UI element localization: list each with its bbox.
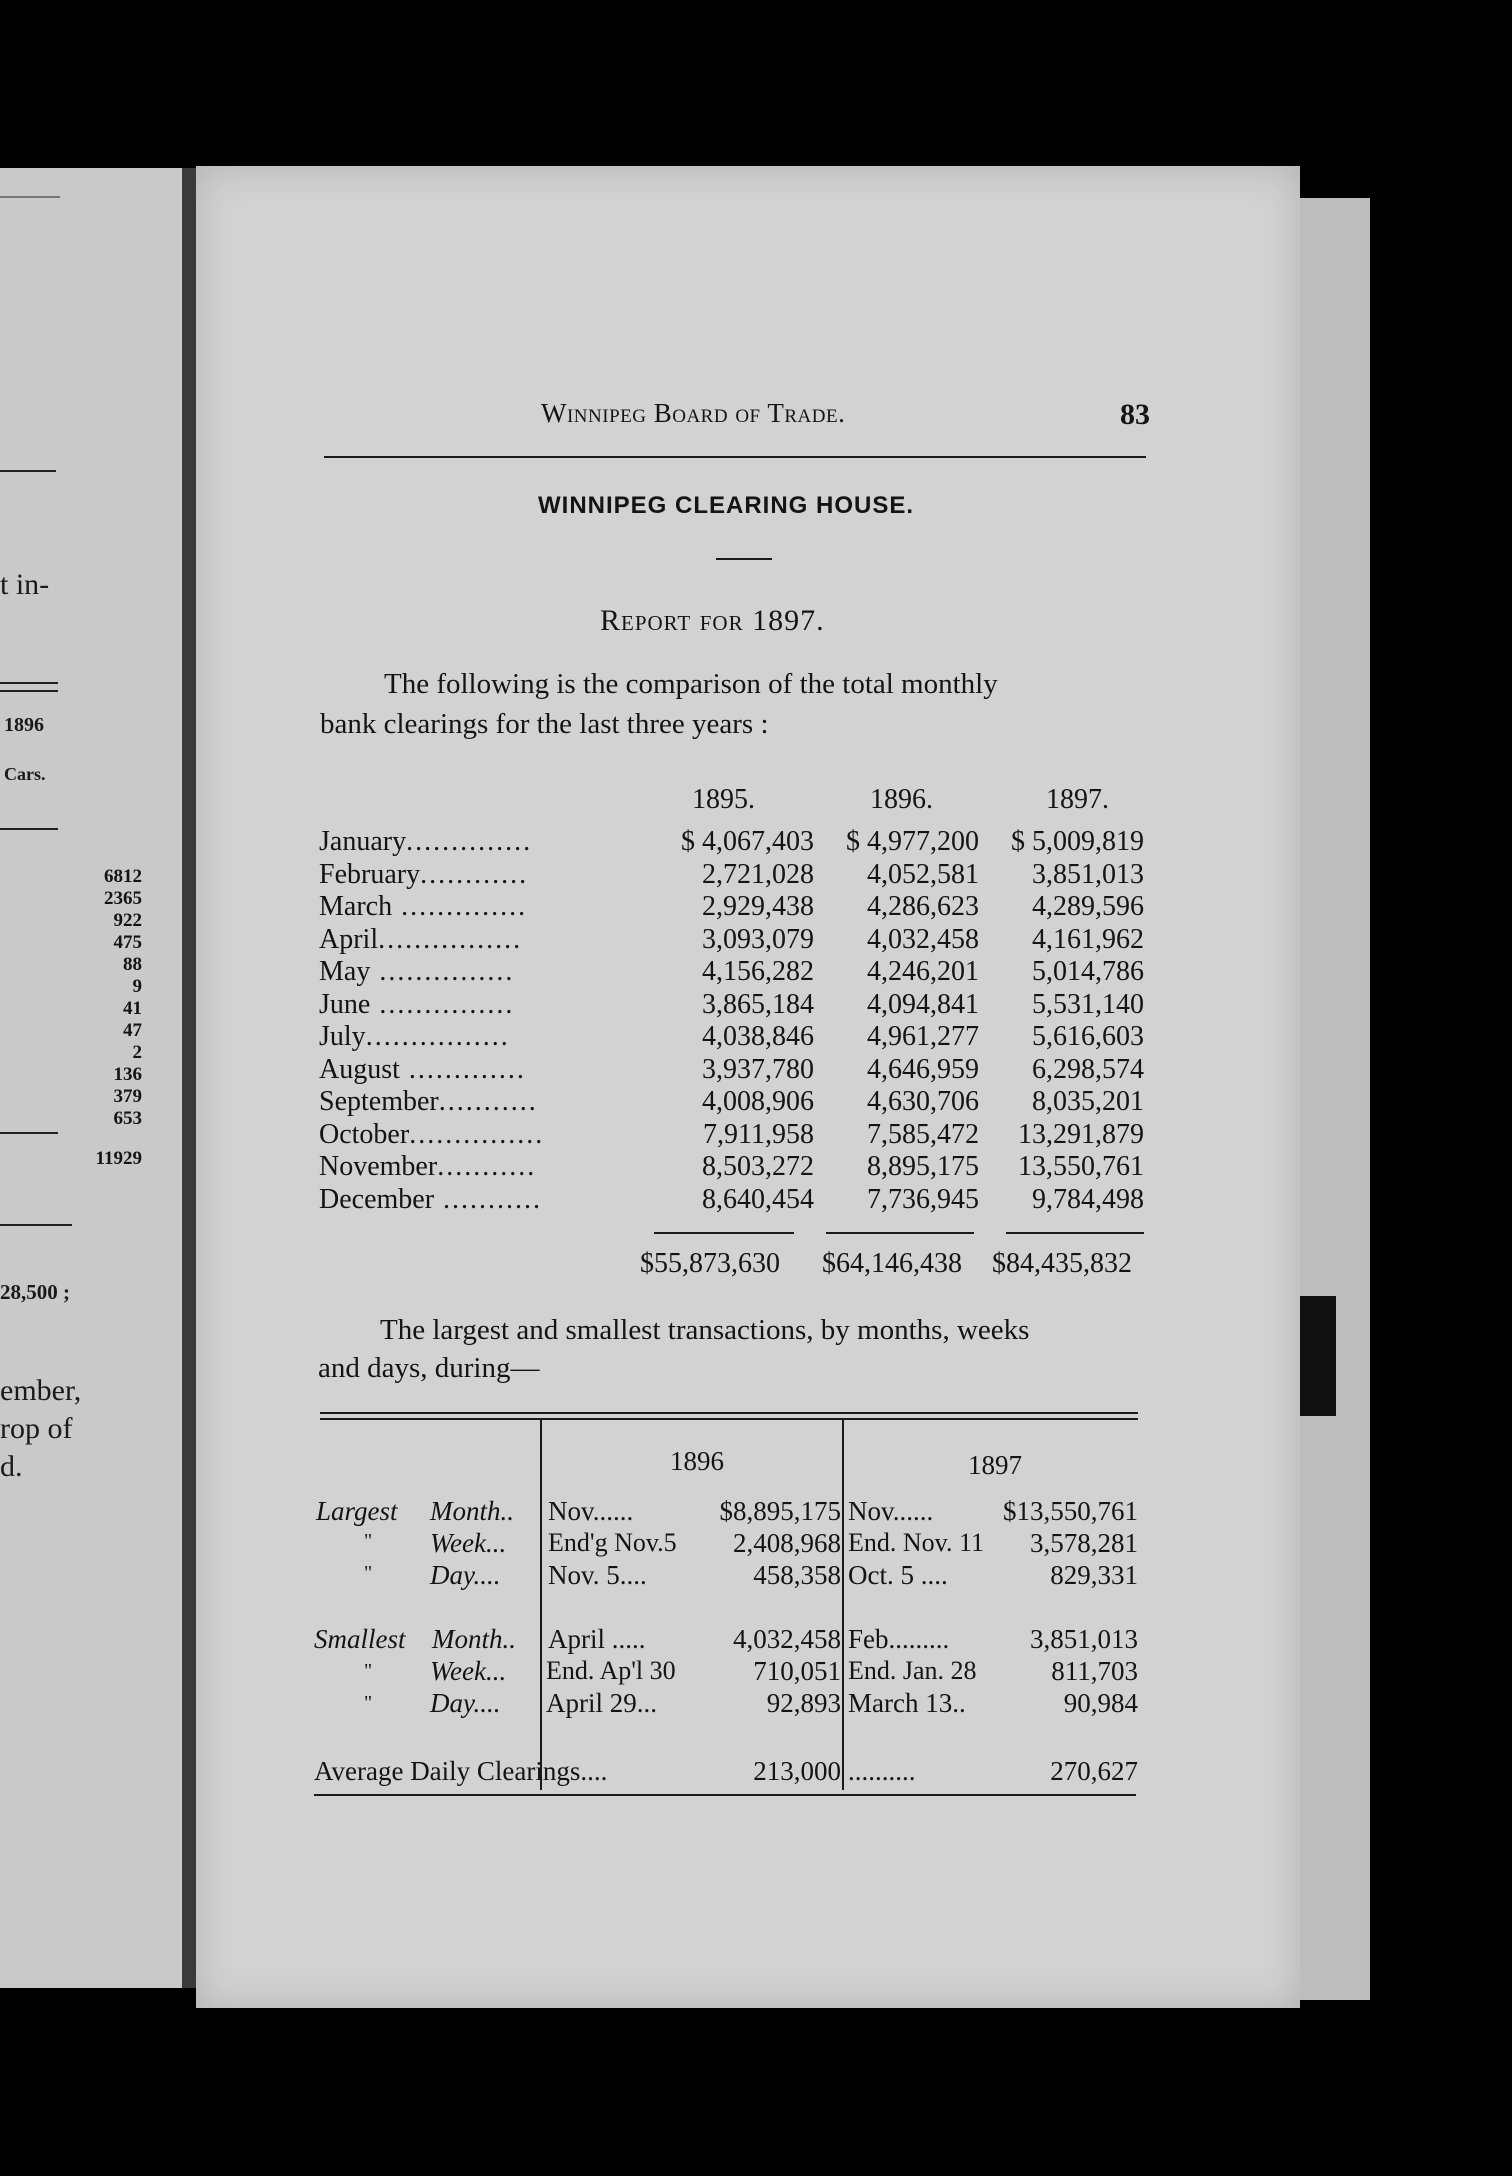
- value-1895: 3,865,184: [702, 988, 814, 1020]
- month-row: [319, 1054, 1149, 1086]
- value-1895: 4,038,846: [702, 1021, 814, 1052]
- month-row: [319, 826, 1149, 858]
- value-1897: 13,550,761: [1018, 1151, 1144, 1182]
- table-top-rule: [320, 1412, 1138, 1414]
- trans-year-1897: 1897: [968, 1450, 1022, 1480]
- left-number: 136: [113, 1064, 142, 1085]
- leader-dots: ...............: [370, 988, 515, 1020]
- left-fragment-text: d.: [0, 1450, 23, 1483]
- smallest-week-ditto: ": [364, 1660, 373, 1682]
- leader-dots: ..............: [392, 891, 528, 922]
- value-1897: 5,531,140: [1032, 988, 1144, 1020]
- value-1896: 4,961,277: [867, 1021, 979, 1052]
- value-1895: 4,008,906: [702, 1086, 814, 1117]
- value-1895: 4,156,282: [702, 956, 814, 987]
- leader-dots: ...........: [437, 1151, 537, 1182]
- section-title: WINNIPEG CLEARING HOUSE.: [538, 492, 915, 519]
- leader-dots: ...........: [438, 1086, 538, 1117]
- left-divider: [0, 690, 58, 692]
- value-1895: 2,929,438: [702, 891, 814, 922]
- value-1895: 3,093,079: [702, 923, 814, 955]
- month-name: January: [319, 826, 407, 857]
- largest-week-1897-value: 3,578,281: [1030, 1528, 1138, 1558]
- page-gutter: [182, 168, 196, 1988]
- leader-dots: ...............: [409, 1118, 545, 1150]
- value-1897: 5,616,603: [1032, 1021, 1144, 1052]
- left-divider: [0, 196, 60, 198]
- left-number: 9: [132, 976, 142, 997]
- smallest-week-1897-date: End. Jan. 28: [848, 1656, 977, 1685]
- page-number: 83: [1120, 398, 1150, 431]
- value-1895: 2,721,028: [702, 858, 814, 890]
- smallest-week-label: Week...: [430, 1656, 507, 1686]
- transactions-intro-line-2: and days, during—: [318, 1352, 540, 1384]
- smallest-day-label: Day....: [430, 1688, 501, 1718]
- left-page-fragment: [0, 168, 188, 1988]
- largest-month-1897-date: Nov......: [848, 1496, 934, 1526]
- month-row: [319, 1086, 1149, 1118]
- average-leader-dots: ..........: [848, 1756, 916, 1786]
- value-1896: 4,286,623: [867, 891, 979, 922]
- largest-week-ditto: ": [364, 1530, 373, 1552]
- value-1896: 7,736,945: [867, 1183, 979, 1215]
- leader-dots: ...............: [370, 956, 515, 987]
- month-name: June: [319, 988, 371, 1020]
- leader-dots: ................: [378, 923, 523, 955]
- value-1897: 3,851,013: [1032, 858, 1144, 890]
- largest-week-label: Week...: [430, 1528, 507, 1558]
- average-1897-value: 270,627: [1050, 1756, 1138, 1786]
- left-divider: [0, 682, 58, 684]
- page-edge: [1300, 198, 1370, 2000]
- month-row: [319, 1021, 1149, 1053]
- largest-month-1897-value: $13,550,761: [1003, 1496, 1138, 1526]
- value-1896: 4,094,841: [867, 988, 979, 1020]
- largest-label: Largest: [316, 1496, 398, 1526]
- month-name: February: [319, 858, 421, 890]
- left-divider: [0, 1224, 72, 1226]
- value-1895: 8,640,454: [702, 1183, 814, 1215]
- month-label: [319, 826, 532, 858]
- month-label: [319, 1184, 542, 1216]
- left-number: 922: [113, 910, 142, 931]
- value-1896: 4,630,706: [867, 1086, 979, 1117]
- year-header-1895: 1895.: [692, 784, 755, 815]
- month-name: July: [319, 1021, 366, 1052]
- value-1897: 5,014,786: [1032, 956, 1144, 987]
- month-name: May: [319, 956, 371, 987]
- month-label: [319, 1086, 538, 1118]
- table-bottom-rule: [314, 1794, 1136, 1796]
- left-divider: [0, 1132, 58, 1134]
- largest-month-1896-value: $8,895,175: [719, 1496, 841, 1526]
- left-fragment-year: 1896: [4, 714, 44, 736]
- month-name: December: [319, 1183, 435, 1215]
- value-1897: 13,291,879: [1018, 1118, 1144, 1150]
- total-rule-1895: [654, 1232, 794, 1234]
- largest-day-1896-date: Nov. 5....: [548, 1560, 647, 1590]
- smallest-month-1896-date: April .....: [548, 1624, 646, 1654]
- smallest-label: Smallest: [314, 1624, 406, 1654]
- left-number: 2: [132, 1042, 142, 1063]
- smallest-month-1896-value: 4,032,458: [733, 1624, 841, 1654]
- value-1897: 6,298,574: [1032, 1053, 1144, 1085]
- month-label: [319, 989, 514, 1021]
- month-name: March: [319, 891, 393, 922]
- value-1895: 7,911,958: [703, 1118, 814, 1150]
- left-fragment-text: ember,: [0, 1374, 82, 1407]
- month-row: [319, 956, 1149, 988]
- title-short-rule: [716, 558, 772, 560]
- month-row: [319, 1151, 1149, 1183]
- largest-week-1896-value: 2,408,968: [733, 1528, 841, 1558]
- left-number: 88: [123, 954, 142, 975]
- left-number: 475: [113, 932, 142, 953]
- column-divider: [540, 1420, 542, 1790]
- month-name: August: [319, 1053, 400, 1085]
- smallest-month-label: Month..: [432, 1624, 516, 1654]
- leader-dots: .............: [399, 1053, 526, 1085]
- left-number: 6812: [104, 866, 142, 887]
- largest-month-label: Month..: [430, 1496, 514, 1526]
- value-1895: $ 4,067,403: [681, 826, 814, 857]
- left-number: 2365: [104, 888, 142, 909]
- leader-dots: ............: [420, 858, 529, 890]
- value-1896: 4,246,201: [867, 956, 979, 987]
- month-label: [319, 956, 514, 988]
- trans-year-1896: 1896: [670, 1446, 724, 1476]
- month-label: [319, 891, 527, 923]
- running-title: Winnipeg Board of Trade.: [541, 398, 846, 428]
- page-edge-shadow: [1300, 1296, 1336, 1416]
- month-label: [319, 859, 528, 891]
- value-1896: 4,032,458: [867, 923, 979, 955]
- largest-day-1897-value: 829,331: [1050, 1560, 1138, 1590]
- smallest-week-1896-date: End. Ap'l 30: [546, 1656, 676, 1685]
- total-1896: $64,146,438: [822, 1248, 962, 1279]
- month-row: [319, 891, 1149, 923]
- smallest-day-1897-value: 90,984: [1063, 1688, 1138, 1718]
- left-number: 653: [113, 1108, 142, 1129]
- left-number-total: 11929: [95, 1148, 142, 1169]
- value-1897: 9,784,498: [1032, 1183, 1144, 1215]
- value-1897: 4,289,596: [1032, 891, 1144, 922]
- smallest-week-1897-value: 811,703: [1051, 1656, 1138, 1686]
- month-name: April: [319, 923, 379, 955]
- year-header-1897: 1897.: [1046, 784, 1109, 815]
- smallest-day-1896-date: April 29...: [546, 1688, 657, 1718]
- value-1897: 4,161,962: [1032, 923, 1144, 955]
- left-fragment-text: t in-: [0, 568, 50, 601]
- value-1896: $ 4,977,200: [846, 826, 979, 857]
- month-label: [319, 1054, 526, 1086]
- leader-dots: ..............: [406, 826, 533, 857]
- month-label: [319, 1119, 544, 1151]
- month-row: [319, 1119, 1149, 1151]
- left-number: 41: [123, 998, 142, 1019]
- largest-day-label: Day....: [430, 1560, 501, 1590]
- left-fragment-cars: Cars.: [4, 764, 46, 784]
- month-row: [319, 1184, 1149, 1216]
- largest-day-ditto: ": [364, 1562, 373, 1584]
- month-label: [319, 1021, 510, 1053]
- column-divider: [842, 1420, 844, 1790]
- header-rule: [324, 456, 1146, 458]
- leader-dots: ................: [365, 1021, 510, 1052]
- smallest-month-1897-date: Feb.........: [848, 1624, 950, 1654]
- intro-line-1: The following is the comparison of the total monthly: [384, 668, 998, 700]
- table-top-rule: [320, 1418, 1138, 1420]
- total-rule-1896: [826, 1232, 974, 1234]
- smallest-day-ditto: ": [364, 1692, 373, 1714]
- left-fragment-text: 28,500 ;: [0, 1280, 70, 1304]
- report-subtitle: Report for 1897.: [600, 604, 825, 637]
- transactions-intro-line-1: The largest and smallest transactions, by months, weeks: [380, 1314, 1030, 1346]
- largest-month-1896-date: Nov......: [548, 1496, 634, 1526]
- largest-day-1896-value: 458,358: [753, 1560, 841, 1590]
- month-label: [319, 924, 522, 956]
- smallest-week-1896-value: 710,051: [753, 1656, 841, 1686]
- smallest-day-1896-value: 92,893: [766, 1688, 841, 1718]
- month-name: September: [319, 1086, 439, 1117]
- average-daily-label: Average Daily Clearings....: [314, 1756, 608, 1786]
- total-1897: $84,435,832: [992, 1248, 1132, 1279]
- month-row: [319, 924, 1149, 956]
- value-1896: 4,052,581: [867, 858, 979, 890]
- month-row: [319, 859, 1149, 891]
- value-1895: 3,937,780: [702, 1053, 814, 1085]
- largest-week-1897-date: End. Nov. 11: [848, 1528, 985, 1557]
- average-1896-value: 213,000: [753, 1756, 841, 1786]
- largest-week-1896-date: End'g Nov.5: [548, 1528, 677, 1557]
- left-number: 47: [123, 1020, 142, 1041]
- left-divider: [0, 470, 56, 472]
- month-row: [319, 989, 1149, 1021]
- leader-dots: ...........: [434, 1183, 543, 1215]
- left-fragment-text: rop of: [0, 1412, 73, 1445]
- total-1895: $55,873,630: [640, 1248, 780, 1279]
- value-1897: $ 5,009,819: [1011, 826, 1144, 857]
- smallest-day-1897-date: March 13..: [848, 1688, 966, 1718]
- month-name: October: [319, 1118, 410, 1150]
- month-name: November: [319, 1151, 438, 1182]
- smallest-month-1897-value: 3,851,013: [1030, 1624, 1138, 1654]
- total-rule-1897: [1006, 1232, 1144, 1234]
- largest-day-1897-date: Oct. 5 ....: [848, 1560, 948, 1590]
- month-label: [319, 1151, 536, 1183]
- left-divider: [0, 828, 58, 830]
- value-1895: 8,503,272: [702, 1151, 814, 1182]
- intro-line-2: bank clearings for the last three years :: [320, 708, 769, 740]
- value-1896: 8,895,175: [867, 1151, 979, 1182]
- value-1896: 7,585,472: [867, 1118, 979, 1150]
- year-header-1896: 1896.: [870, 784, 933, 815]
- value-1896: 4,646,959: [867, 1053, 979, 1085]
- value-1897: 8,035,201: [1032, 1086, 1144, 1117]
- left-number: 379: [113, 1086, 142, 1107]
